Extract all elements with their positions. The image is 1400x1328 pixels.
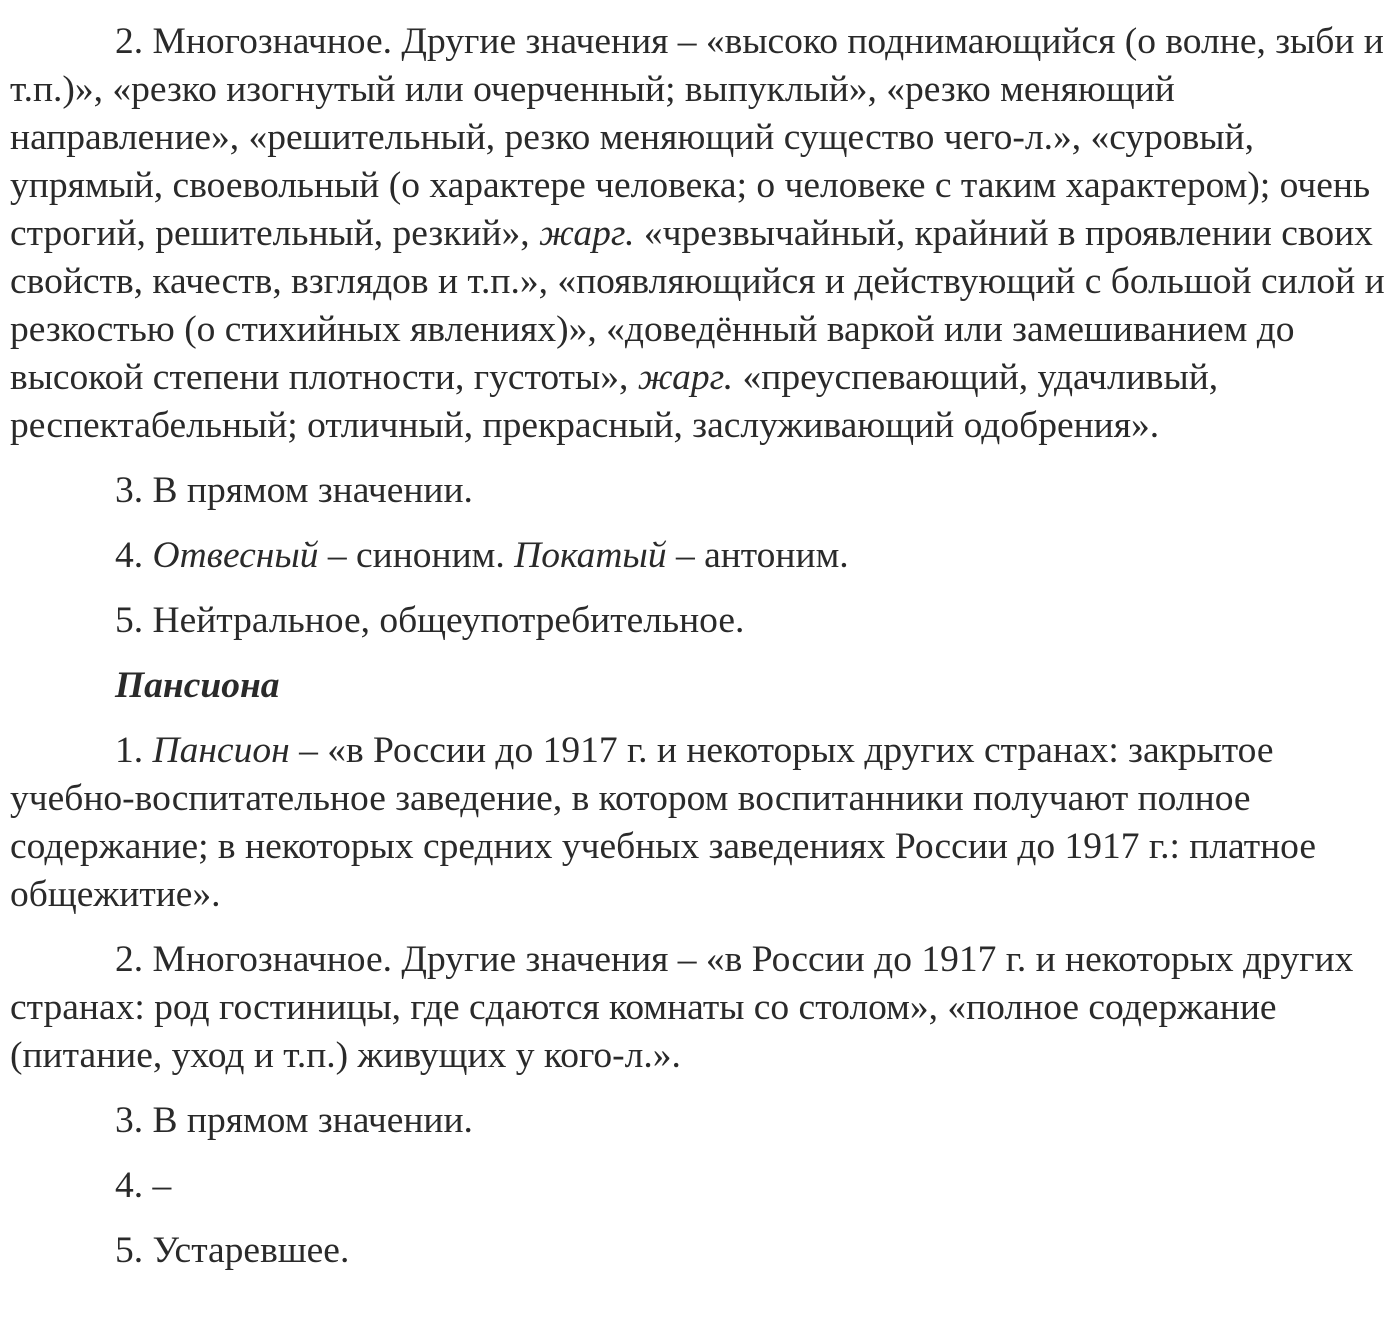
antonym-word: Покатый xyxy=(514,535,667,576)
paragraph-text: «чрезвычайный, крайний в проявлении своих свойств, качеств, взглядов и т.п.», «появляющийся и действующий с большой силой и резкостью (о стихийных явлениях)», «доведённый варкой или замешиванием до высокой степени плотности, густоты», xyxy=(10,213,1385,398)
paragraph-direct-meaning-1: 3. В прямом значении. xyxy=(115,470,473,511)
paragraph-direct-meaning-2: 3. В прямом значении. xyxy=(115,1100,473,1141)
abbreviation-jarg: жарг. xyxy=(628,357,734,398)
paragraph-usage-2: 5. Устаревшее. xyxy=(115,1230,350,1271)
paragraph-synonym-none: 4. – xyxy=(115,1165,172,1206)
document-page xyxy=(10,18,1385,1275)
item-number: 4. xyxy=(115,535,153,576)
antonym-label: – антоним. xyxy=(666,535,849,576)
abbreviation-jarg: жарг. xyxy=(529,213,635,254)
paragraph-definition xyxy=(10,727,1385,919)
paragraph-synonym-antonym xyxy=(10,532,1385,580)
section-heading: Пансиона xyxy=(115,665,280,706)
synonym-label: – синоним. xyxy=(318,535,515,576)
definition-text: – «в России до 1917 г. и некоторых других странах: закрытое учебно-воспитательное заведение, в котором воспитанники получают полное содержание; в некоторых средних учебных заведениях России до 1917 г.: платное общежитие». xyxy=(10,730,1316,915)
defined-word: Пансион xyxy=(152,730,290,771)
paragraph-text: «преуспевающий, удачливый, респектабельный; отличный, прекрасный, заслуживающий одобрения». xyxy=(10,357,1219,446)
paragraph-meanings-2: 2. Многозначное. Другие значения – «в России до 1917 г. и некоторых других странах: род гостиницы, где сдаются комнаты со столом», «полное содержание (питание, уход и т.п.) живущих у кого-л.». xyxy=(10,939,1354,1076)
synonym-word: Отвесный xyxy=(152,535,319,576)
item-number: 1. xyxy=(115,730,153,771)
paragraph-text: 2. Многозначное. Другие значения – «высоко поднимающийся (о волне, зыби и т.п.)», «резко изогнутый или очерченный; выпуклый», «резко меняющий направление», «решительный, резко меняющий существо чего-л.», «суровый, упрямый, своевольный (о характере человека; о человеке с таким характером); очень строгий, решительный, резкий», xyxy=(10,21,1384,254)
paragraph-meanings-1 xyxy=(10,18,1385,450)
paragraph-usage-1: 5. Нейтральное, общеупотребительное. xyxy=(115,600,745,641)
